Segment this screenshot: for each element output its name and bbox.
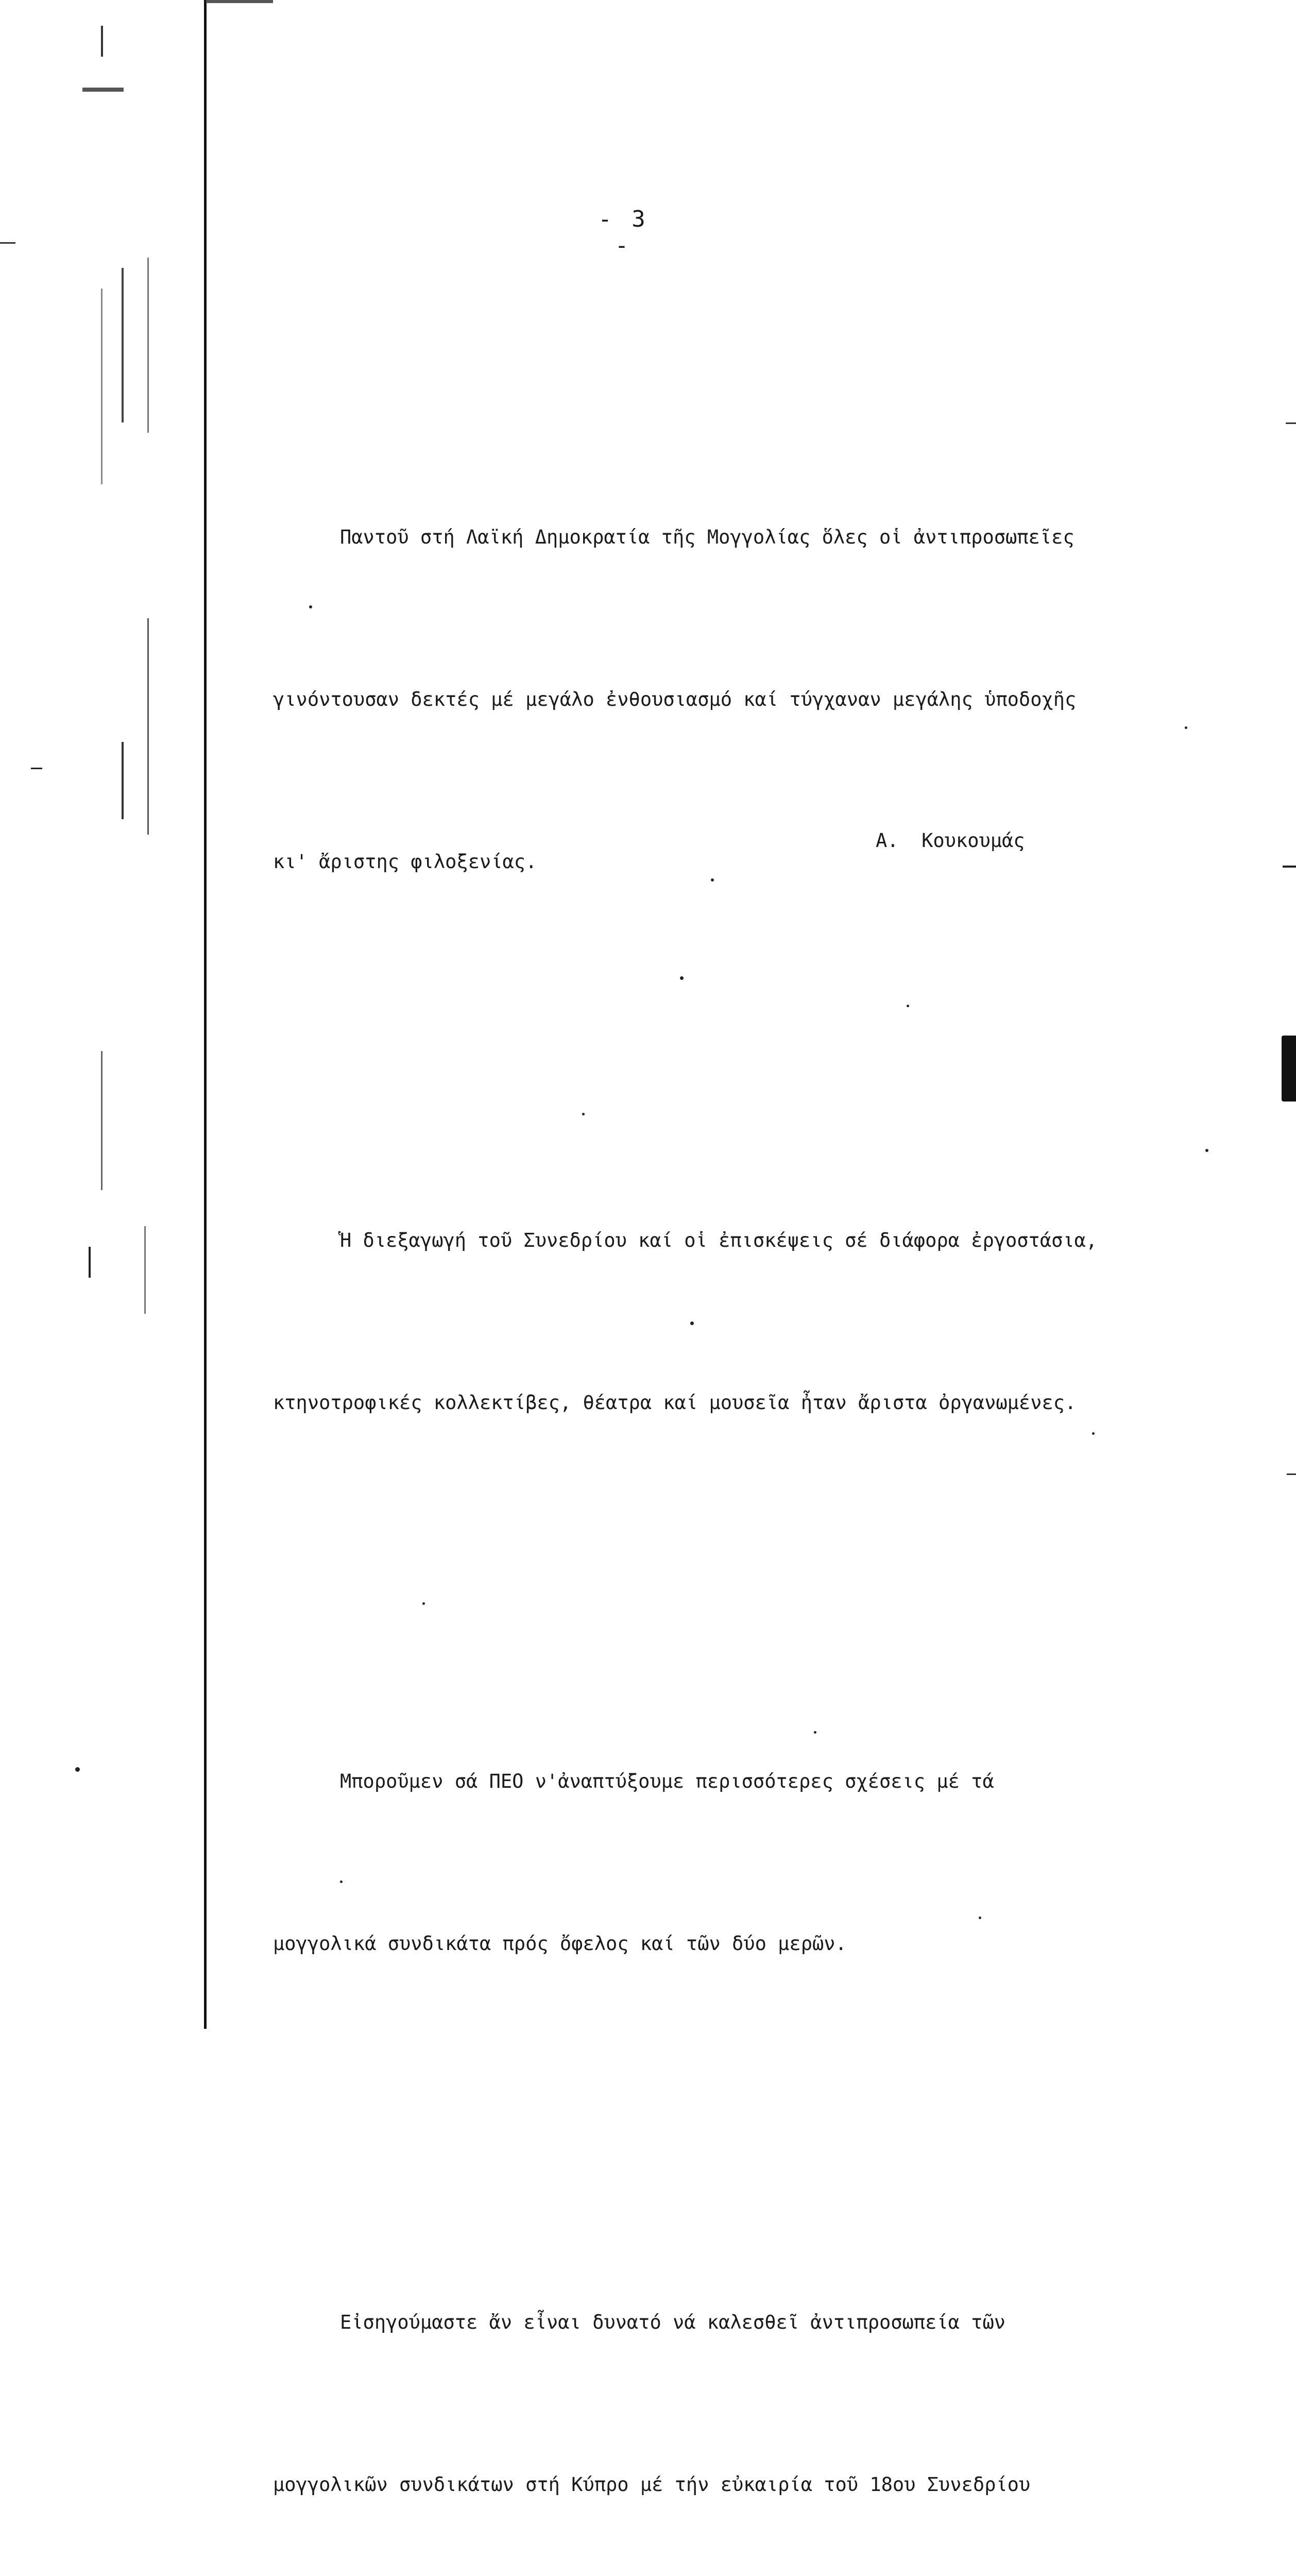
scan-edge-mark — [1287, 1473, 1296, 1475]
binder-mark — [101, 26, 103, 57]
text-line: γινόντουσαν δεκτές μέ μεγάλο ἐνθουσιασμό καί τύγχαναν μεγάλης ὑποδοχῆς — [273, 688, 1077, 710]
binder-mark — [101, 1051, 103, 1190]
text-line: Μποροῦμεν σά ΠΕΟ ν'ἀναπτύξουμε περισσότερες σχέσεις μέ τά — [340, 1770, 994, 1792]
binder-mark — [122, 742, 124, 819]
text-line: Παντοῦ στή Λαϊκή Δημοκρατία τῆς Μογγολίας ὅλες οἱ ἀντιπροσωπεῖες — [340, 526, 1075, 548]
page-number: - 3 - — [598, 206, 649, 259]
paragraph — [273, 1646, 1210, 2079]
binder-mark — [0, 242, 15, 244]
binder-mark — [147, 258, 149, 433]
paragraph — [273, 402, 1210, 997]
margin-rule — [204, 0, 207, 2029]
paragraph — [273, 2187, 1210, 2576]
scan-edge-mark — [1283, 866, 1296, 868]
scan-speck — [75, 1767, 80, 1772]
scan-edge-mark — [1282, 1036, 1296, 1101]
binder-mark — [206, 0, 273, 3]
binder-mark — [101, 289, 103, 484]
binder-mark — [89, 1247, 91, 1278]
binder-mark — [147, 618, 149, 835]
text-line: Εἰσηγούμαστε ἄν εἶναι δυνατό νά καλεσθεῖ ἀντιπροσωπεία τῶν — [340, 2311, 1006, 2333]
text-line: μογγολικά συνδικάτα πρός ὄφελος καί τῶν δύο μερῶν. — [273, 1933, 847, 1955]
signature: Α. Κουκουμάς — [876, 829, 1025, 852]
paragraph — [273, 1105, 1210, 1538]
binder-mark — [122, 268, 124, 422]
document-body — [273, 294, 1210, 2576]
binder-mark — [82, 88, 124, 92]
binder-mark — [31, 768, 42, 769]
text-line: μογγολικῶν συνδικάτων στή Κύπρο μέ τήν εὐκαιρία τοῦ 18ου Συνεδρίου — [273, 2473, 1031, 2496]
text-line: Ἡ διεξαγωγή τοῦ Συνεδρίου καί οἱ ἐπισκέψεις σέ διάφορα ἐργοστάσια, — [340, 1229, 1098, 1251]
binder-mark — [144, 1226, 146, 1314]
text-line: κι' ἄριστης φιλοξενίας. — [273, 851, 537, 873]
scan-edge-mark — [1286, 422, 1296, 424]
text-line: κτηνοτροφικές κολλεκτίβες, θέατρα καί μουσεῖα ἦταν ἄριστα ὀργανωμένες. — [273, 1392, 1077, 1414]
